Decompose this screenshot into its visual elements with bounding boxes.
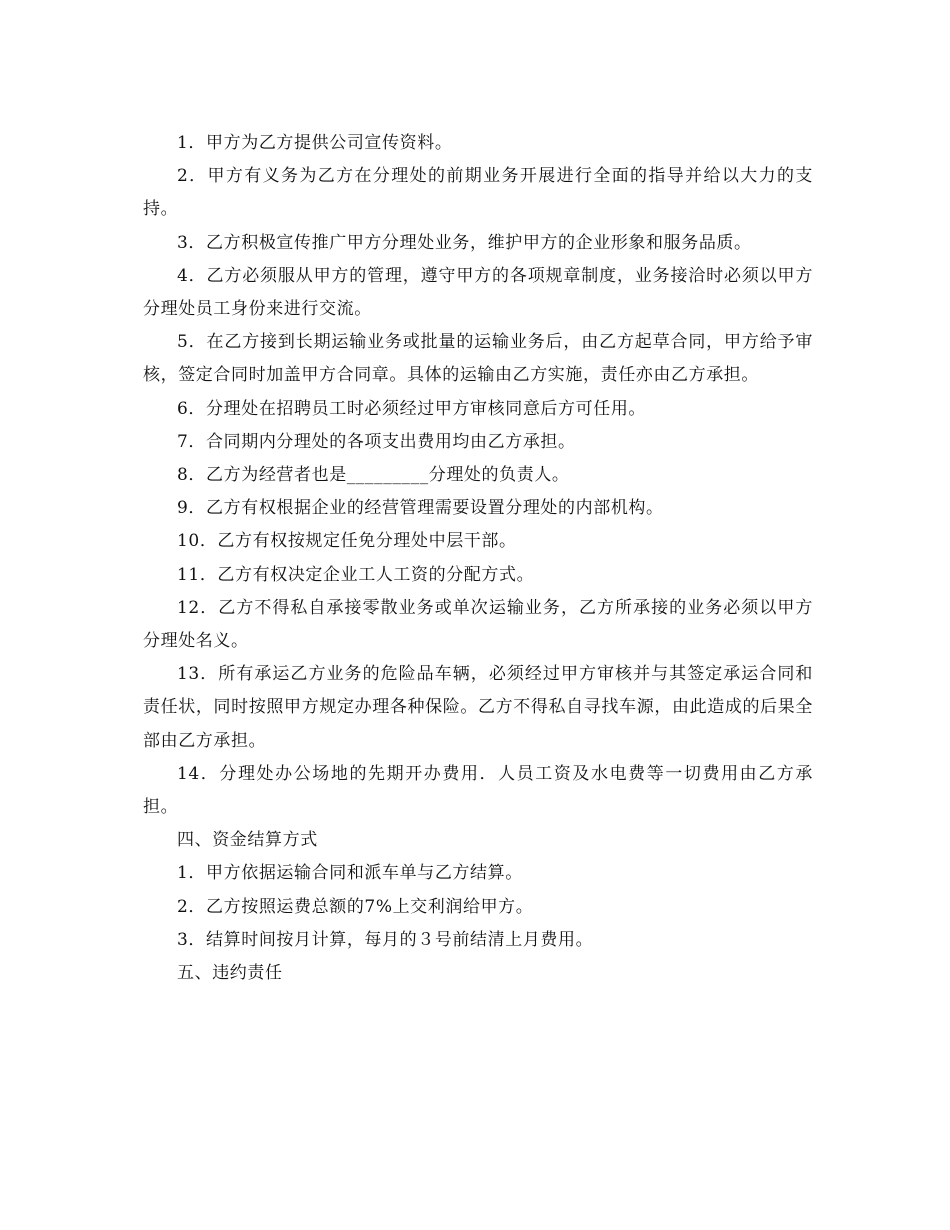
clause-7: 7．合同期内分理处的各项支出费用均由乙方承担。 bbox=[177, 431, 576, 452]
clause-9: 9．乙方有权根据企业的经营管理需要设置分理处的内部机构。 bbox=[177, 498, 664, 519]
clause-6: 6．分理处在招聘员工时必须经过甲方审核同意后方可任用。 bbox=[177, 398, 647, 419]
clause-3: 3．乙方积极宣传推广甲方分理处业务，维护甲方的企业形象和服务品质。 bbox=[177, 232, 752, 253]
clause-4: 4．乙方必须服从甲方的管理，遵守甲方的各项规章制度，业务接洽时必须以甲方分理处员工身份来进行交流。 bbox=[143, 265, 813, 320]
section-heading-liability: 五、违约责任 bbox=[177, 963, 283, 984]
clause-2: 2．甲方有义务为乙方在分理处的前期业务开展进行全面的指导并给以大力的支持。 bbox=[143, 166, 813, 220]
clause-13: 13．所有承运乙方业务的危险品车辆，必须经过甲方审核并与其签定承运合同和责任状，同时按照甲方规定办理各种保险。乙方不得私自寻找车源，由此造成的后果全部由乙方承担。 bbox=[143, 664, 813, 751]
settlement-item-2: 2．乙方按照运费总额的7%上交利润给甲方。 bbox=[177, 896, 534, 917]
clause-14: 14．分理处办公场地的先期开办费用．人员工资及水电费等一切费用由乙方承担。 bbox=[143, 763, 813, 818]
settlement-item-1: 1．甲方依据运输合同和派车单与乙方结算。 bbox=[177, 863, 523, 884]
settlement-item-3: 3．结算时间按月计算，每月的３号前结清上月费用。 bbox=[177, 929, 594, 950]
clause-1: 1．甲方为乙方提供公司宣传资料。 bbox=[177, 133, 453, 153]
document-body bbox=[143, 127, 813, 990]
clause-11: 11．乙方有权决定企业工人工资的分配方式。 bbox=[177, 564, 535, 585]
clause-12: 12．乙方不得私自承接零散业务或单次运输业务，乙方所承接的业务必须以甲方分理处名义。 bbox=[143, 597, 813, 652]
section-heading-settlement: 四、资金结算方式 bbox=[177, 830, 318, 851]
clause-8: 8．乙方为经营者也是_________分理处的负责人。 bbox=[177, 465, 570, 486]
clause-10: 10．乙方有权按规定任免分理处中层干部。 bbox=[177, 531, 517, 552]
clause-5: 5．在乙方接到长期运输业务或批量的运输业务后，由乙方起草合同，甲方给予审核，签定合同时加盖甲方合同章。具体的运输由乙方实施，责任亦由乙方承担。 bbox=[143, 332, 813, 386]
